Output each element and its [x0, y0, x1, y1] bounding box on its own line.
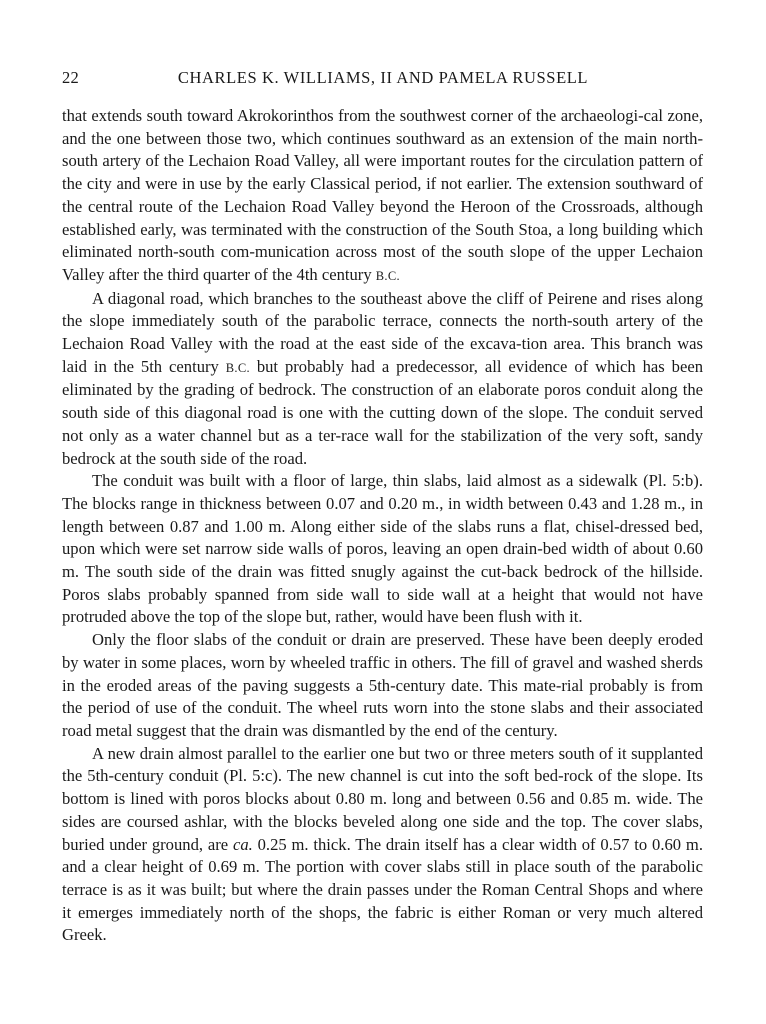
- paragraph-text: that extends south toward Akrokorinthos from the southwest corner of the archaeologi-cal zone, and the one between those two, which continues southward as an extension of the main north-south artery of the Lechaion Road Valley, all were important routes for the circulation pattern of the city and were in use by the early Classical period, if not earlier. The extension southward of the central route of the Lechaion Road Valley beyond the Heroon of the Crossroads, although established early, was terminated with the construction of the South Stoa, a long building which eliminated north-south com-munication across most of the south slope of the upper Lechaion Valley after the third quarter of the 4th century: [62, 106, 703, 284]
- running-head: CHARLES K. WILLIAMS, II AND PAMELA RUSSELL: [177, 68, 589, 87]
- paragraph-text: The conduit was built with a floor of large, thin slabs, laid almost as a sidewalk (Pl. 5:b). The blocks range in thickness between 0.07 and 0.20 m., in width between 0.43 and 1.28 m., in length between 0.87 and 1.00 m. Along either side of the slabs runs a flat, chisel-dressed bed, upon which were set narrow side walls of poros, leaving an open drain-bed width of about 0.60 m. The south side of the drain was fitted snugly against the cut-back bedrock of the hillside. Poros slabs probably spanned from side wall to side wall at a height that would not have protruded above the top of the slope but, rather, would have been flush with it.: [62, 471, 703, 627]
- paragraph: [62, 629, 703, 743]
- page-header: [62, 68, 704, 92]
- paragraph: [62, 105, 703, 288]
- era-abbreviation: B.C.: [225, 360, 250, 375]
- era-abbreviation: B.C.: [375, 268, 400, 283]
- paragraph-text: 0.25 m. thick. The drain itself has a clear width of 0.57 to 0.60 m. and a clear height of 0.69 m. The portion with cover slabs still in place south of the parabolic terrace is as it was built; but where the drain passes under the Roman Central Shops and where it emerges immediately north of the shops, the fabric is either Roman or very much altered Greek.: [62, 834, 703, 945]
- paragraph: [62, 288, 703, 471]
- paragraph-text: Only the floor slabs of the conduit or drain are preserved. These have been deeply eroded by water in some places, worn by wheeled traffic in others. The fill of gravel and washed sherds in the eroded areas of the paving suggests a 5th-century date. This mate-rial probably is from the period of use of the conduit. The wheel ruts worn into the stone slabs and their associated road metal suggest that the drain was dismantled by the end of the century.: [62, 630, 703, 740]
- body-text: [62, 105, 703, 947]
- page-number: 22: [62, 68, 80, 87]
- paragraph: [62, 470, 703, 629]
- paragraph-text: but probably had a predecessor, all evidence of which has been eliminated by the grading of bedrock. The construction of an elaborate poros conduit along the south side of this diagonal road is one with the cutting down of the slope. The conduit served not only as a water channel but as a ter-race wall for the stabilization of the very soft, sandy bedrock at the south side of the road.: [62, 356, 703, 468]
- paragraph-text: A diagonal road, which branches to the southeast above the cliff of Peirene and rises along the slope immediately south of the parabolic terrace, connects the north-south artery of the Lechaion Road Valley with the road at the east side of the excava-tion area. This branch was laid in the 5th century: [62, 288, 703, 376]
- italic-term: ca.: [232, 834, 253, 854]
- paragraph-text: A new drain almost parallel to the earlier one but two or three meters south of it supplanted the 5th-century conduit (Pl. 5:c). The new channel is cut into the soft bed-rock of the slope. Its bottom is lined with poros blocks about 0.80 m. long and between 0.56 and 0.85 m. wide. The sides are coursed ashlar, with the blocks beveled along one side and the top. The cover slabs, buried under ground, are: [62, 743, 703, 854]
- paragraph: [62, 743, 703, 947]
